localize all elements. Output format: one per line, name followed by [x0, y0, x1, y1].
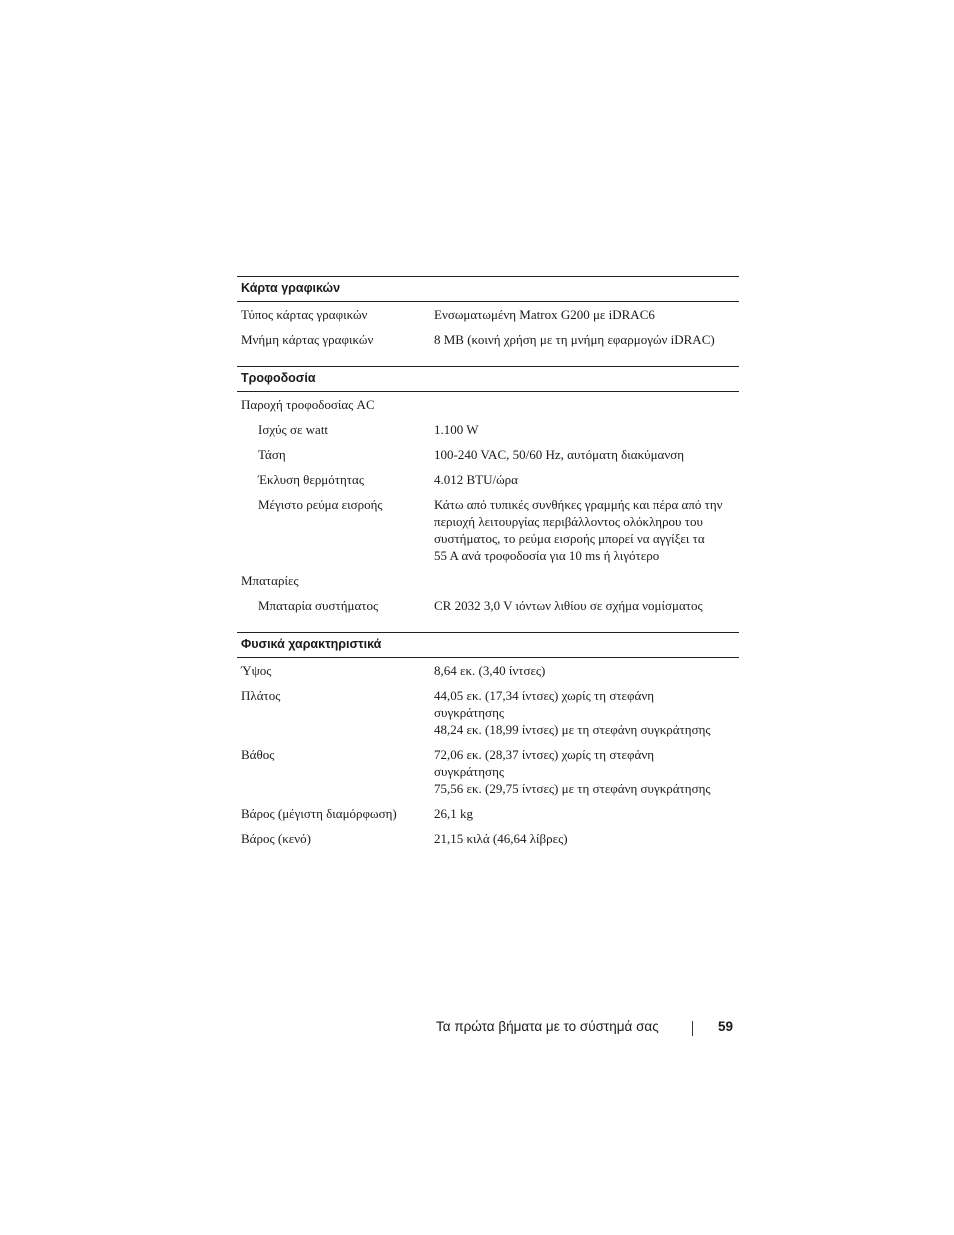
footer-separator: [692, 1021, 693, 1036]
spec-label: Μπαταρία συστήματος: [258, 598, 379, 613]
spec-value-line: συστήματος, το ρεύμα εισροής μπορεί να αγγίξει τα: [434, 531, 705, 546]
spec-row: [237, 417, 739, 442]
spec-value-line: 8,64 εκ. (3,40 ίντσες): [434, 663, 546, 678]
section-gap: [237, 352, 739, 367]
spec-value-line: 75,56 εκ. (29,75 ίντσες) με τη στεφάνη συγκράτησης: [434, 781, 711, 796]
spec-value: CR 2032 3,0 V ιόντων λιθίου σε σχήμα νομίσματος: [434, 598, 703, 613]
spec-row: [237, 327, 739, 352]
page-footer: [436, 1019, 736, 1039]
spec-label: Ισχύς σε watt: [258, 422, 329, 437]
section-header-power: [237, 367, 739, 392]
section-title: Κάρτα γραφικών: [237, 277, 739, 302]
spec-row: [237, 658, 739, 684]
spec-value: [434, 801, 739, 826]
spec-group-row: [237, 568, 739, 593]
spec-label: Έκλυση θερμότητας: [258, 472, 364, 487]
spec-value: [434, 492, 739, 568]
section-title: Τροφοδοσία: [237, 367, 739, 392]
spec-row: [237, 801, 739, 826]
section-title: Φυσικά χαρακτηριστικά: [237, 633, 739, 658]
spec-value-line: συγκράτησης: [434, 705, 505, 720]
spec-value: 8 MB (κοινή χρήση με τη μνήμη εφαρμογών iDRAC): [434, 332, 715, 347]
spec-value-line: 44,05 εκ. (17,34 ίντσες) χωρίς τη στεφάνη: [434, 688, 655, 703]
footer-title: Τα πρώτα βήματα με το σύστημά σας: [436, 1019, 659, 1034]
spec-value: [434, 742, 739, 801]
spec-label: Τάση: [258, 447, 286, 462]
spec-label: Πλάτος: [241, 688, 281, 703]
spec-value-line: Κάτω από τυπικές συνθήκες γραμμής και πέρα από την: [434, 497, 723, 512]
spec-label: Βάθος: [241, 747, 275, 762]
specifications-table: [237, 276, 739, 851]
spec-label: Ύψος: [241, 663, 272, 678]
spec-value: 4.012 BTU/ώρα: [434, 472, 518, 487]
spec-value: 100-240 VAC, 50/60 Hz, αυτόματη διακύμανση: [434, 447, 685, 462]
spec-value-line: 26,1 kg: [434, 806, 473, 821]
spec-value-line: συγκράτησης: [434, 764, 505, 779]
spec-value: Ενσωματωμένη Matrox G200 με iDRAC6: [434, 307, 655, 322]
spec-value: 1.100 W: [434, 422, 479, 437]
section-header-graphics: [237, 277, 739, 302]
spec-value: [434, 826, 739, 851]
spec-value-line: 55 A ανά τροφοδοσία για 10 ms ή λιγότερο: [434, 548, 660, 563]
section-gap: [237, 618, 739, 633]
spec-row: [237, 492, 739, 568]
spec-label: Μνήμη κάρτας γραφικών: [241, 332, 374, 347]
spec-label: Τύπος κάρτας γραφικών: [241, 307, 368, 322]
section-header-physical: [237, 633, 739, 658]
spec-row: [237, 467, 739, 492]
page-number: 59: [718, 1019, 734, 1034]
spec-row: [237, 302, 739, 328]
spec-value-line: 72,06 εκ. (28,37 ίντσες) χωρίς τη στεφάνη: [434, 747, 655, 762]
spec-value: [434, 658, 739, 684]
spec-row: [237, 826, 739, 851]
spec-value-line: περιοχή λειτουργίας περιβάλλοντος ολόκληρου του: [434, 514, 703, 529]
spec-row: [237, 683, 739, 742]
spec-group-row: [237, 392, 739, 418]
spec-row: [237, 593, 739, 618]
spec-value-line: 48,24 εκ. (18,99 ίντσες) με τη στεφάνη συγκράτησης: [434, 722, 711, 737]
spec-row: [237, 442, 739, 467]
spec-row: [237, 742, 739, 801]
spec-value-line: 21,15 κιλά (46,64 λίβρες): [434, 831, 568, 846]
spec-label: Μέγιστο ρεύμα εισροής: [258, 497, 383, 512]
spec-value: [434, 683, 739, 742]
spec-label: Βάρος (μέγιστη διαμόρφωση): [241, 806, 397, 821]
spec-group-label: Παροχή τροφοδοσίας AC: [241, 397, 375, 412]
spec-group-label: Μπαταρίες: [241, 573, 299, 588]
spec-label: Βάρος (κενό): [241, 831, 311, 846]
